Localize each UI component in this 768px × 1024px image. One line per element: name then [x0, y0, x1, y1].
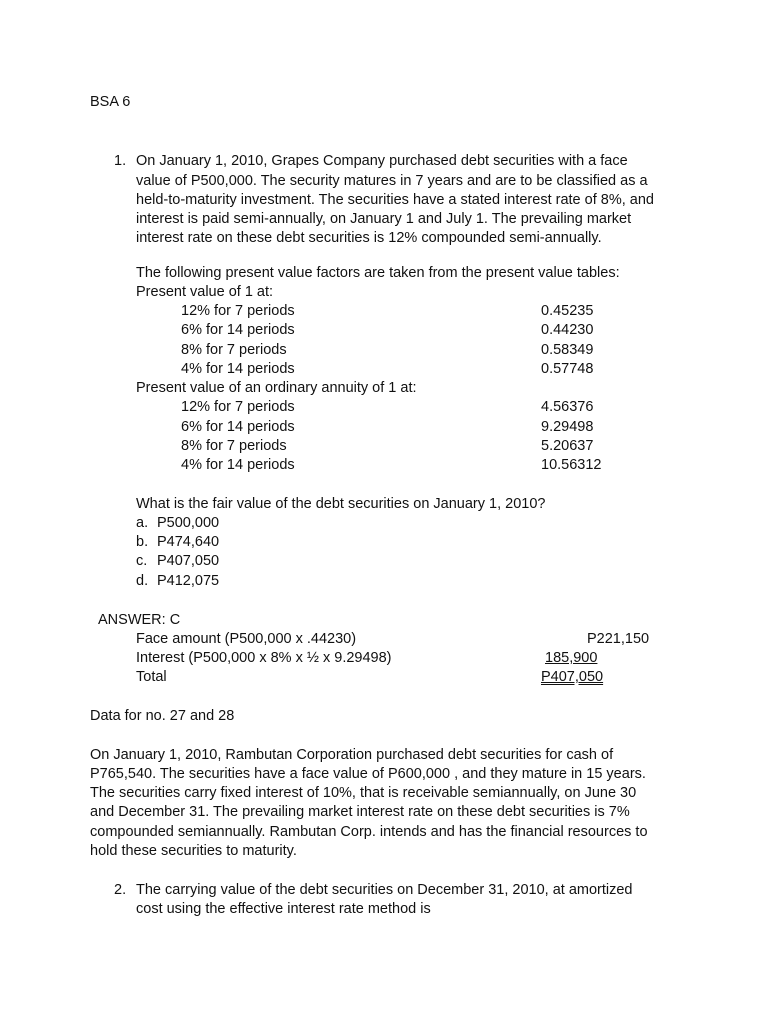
pv-factor-value: 0.44230 [541, 322, 594, 338]
computation-value: P221,150 [587, 631, 650, 647]
annuity-factor-label: 8% for 7 periods [181, 438, 287, 454]
choice-text: P412,075 [157, 573, 220, 589]
scenario-line: The securities carry fixed interest of 10%, that is receivable semiannually, on June 30 [90, 785, 637, 801]
pv-factor-label: 8% for 7 periods [181, 342, 287, 358]
scenario-line: On January 1, 2010, Rambutan Corporation purchased debt securities for cash of [90, 747, 614, 763]
scenario-line: hold these securities to maturity. [90, 843, 297, 859]
question-2-line: cost using the effective interest rate method is [136, 901, 431, 917]
pv-factor-label: 6% for 14 periods [181, 322, 295, 338]
question-2-line: The carrying value of the debt securities on December 31, 2010, at amortized [136, 882, 633, 898]
scenario-line: and December 31. The prevailing market interest rate on these debt securities is 7% [90, 804, 630, 820]
annuity-factor-label: 12% for 7 periods [181, 399, 295, 415]
computation-value: 185,900 [545, 650, 598, 666]
scenario-line: P765,540. The securities have a face value of P600,000 , and they mature in 15 years. [90, 766, 646, 782]
choice-text: P474,640 [157, 534, 220, 550]
data-note: Data for no. 27 and 28 [90, 708, 235, 724]
pv-of-1-heading: Present value of 1 at: [136, 284, 274, 300]
computation-label: Face amount (P500,000 x .44230) [136, 631, 357, 647]
question-1-line: interest rate on these debt securities is 12% compounded semi-annually. [136, 230, 602, 246]
annuity-factor-value: 5.20637 [541, 438, 594, 454]
choice-letter: c. [136, 553, 148, 569]
computation-label: Total [136, 669, 167, 685]
question-1-line: On January 1, 2010, Grapes Company purchased debt securities with a face [136, 153, 628, 169]
annuity-factor-value: 10.56312 [541, 457, 602, 473]
question-1-number: 1. [114, 153, 127, 169]
pv-factor-label: 12% for 7 periods [181, 303, 295, 319]
answer-label: ANSWER: C [98, 612, 181, 628]
choice-letter: d. [136, 573, 149, 589]
page-header: BSA 6 [90, 94, 131, 110]
question-1-line: value of P500,000. The security matures in 7 years and are to be classified as a [136, 173, 648, 189]
annuity-factor-label: 4% for 14 periods [181, 457, 295, 473]
pv-factor-value: 0.58349 [541, 342, 594, 358]
pv-factor-label: 4% for 14 periods [181, 361, 295, 377]
question-2-number: 2. [114, 882, 127, 898]
choice-letter: a. [136, 515, 149, 531]
annuity-factor-value: 4.56376 [541, 399, 594, 415]
question-1-line: held-to-maturity investment. The securities have a stated interest rate of 8%, and [136, 192, 654, 208]
question-1-line: interest is paid semi-annually, on January 1 and July 1. The prevailing market [136, 211, 632, 227]
annuity-factor-label: 6% for 14 periods [181, 419, 295, 435]
annuity-heading: Present value of an ordinary annuity of 1 at: [136, 380, 417, 396]
pv-intro: The following present value factors are taken from the present value tables: [136, 265, 620, 281]
choice-letter: b. [136, 534, 149, 550]
pv-factor-value: 0.45235 [541, 303, 594, 319]
pv-factor-value: 0.57748 [541, 361, 594, 377]
annuity-factor-value: 9.29498 [541, 419, 594, 435]
computation-total: P407,050 [541, 669, 604, 685]
choice-text: P407,050 [157, 553, 220, 569]
scenario-line: compounded semiannually. Rambutan Corp. intends and has the financial resources to [90, 824, 648, 840]
choice-text: P500,000 [157, 515, 220, 531]
question-1-prompt: What is the fair value of the debt securities on January 1, 2010? [136, 496, 546, 512]
computation-label: Interest (P500,000 x 8% x ½ x 9.29498) [136, 650, 392, 666]
